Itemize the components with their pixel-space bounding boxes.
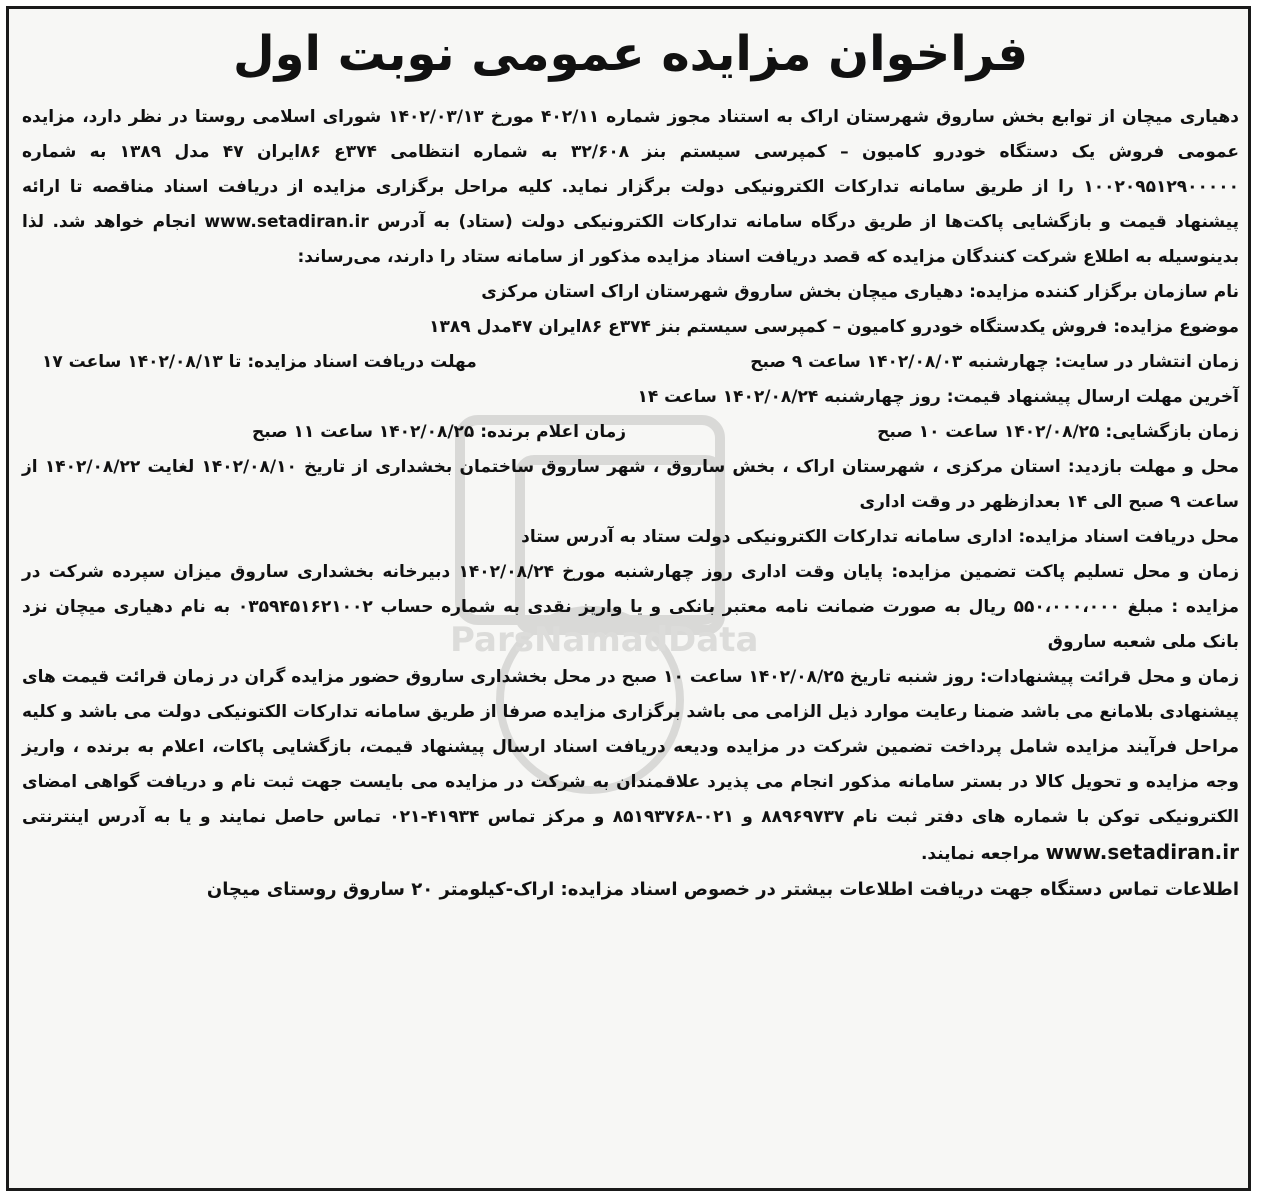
guarantee-line bbox=[22, 555, 1239, 660]
contact-line bbox=[22, 872, 1239, 907]
organizer-label: نام سازمان برگزار کننده مزایده: bbox=[969, 282, 1239, 302]
intro-end-text: انجام خواهد شد. لذا بدینوسیله به اطلاع شرکت کنندگان مزایده که قصد دریافت اسناد مزایده مذکور از سامانه ستاد را دارند، می‌رساند: bbox=[22, 212, 1239, 267]
visit-line bbox=[22, 450, 1239, 520]
subject-value: فروش یکدستگاه خودرو کامیون – کمپرسی سیستم بنز ۳۷۴ع ۸۶ایران ۴۷مدل ۱۳۸۹ bbox=[429, 317, 1108, 337]
contact-value: اراک-کیلومتر ۲۰ ساروق روستای میچان bbox=[206, 879, 555, 900]
notice-content bbox=[22, 14, 1239, 907]
reading-end: مراجعه نمایند. bbox=[920, 844, 1040, 864]
deadline-value: تا ۱۴۰۲/۰۸/۱۳ ساعت ۱۷ bbox=[42, 352, 242, 372]
guarantee-label: زمان و محل تسلیم پاکت تضمین مزایده: bbox=[891, 562, 1239, 582]
publish-cell bbox=[750, 345, 1239, 380]
deadline-cell bbox=[22, 345, 477, 380]
subject-label: موضوع مزایده: bbox=[1113, 317, 1239, 337]
contact-label: اطلاعات تماس دستگاه جهت دریافت اطلاعات بیشتر در خصوص اسناد مزایده: bbox=[560, 879, 1239, 900]
intro-paragraph bbox=[22, 100, 1239, 275]
reading-site-link[interactable]: www.setadiran.ir bbox=[1045, 840, 1239, 864]
winner-value: ۱۴۰۲/۰۸/۲۵ ساعت ۱۱ صبح bbox=[252, 422, 475, 442]
publish-value: چهارشنبه ۱۴۰۲/۰۸/۰۳ ساعت ۹ صبح bbox=[750, 352, 1049, 372]
last-offer-label: آخرین مهلت ارسال پیشنهاد قیمت: bbox=[946, 387, 1239, 407]
opening-label: زمان بازگشایی: bbox=[1105, 422, 1239, 442]
last-offer-value: روز چهارشنبه ۱۴۰۲/۰۸/۲۴ ساعت ۱۴ bbox=[637, 387, 941, 407]
opening-cell bbox=[877, 415, 1239, 450]
docs-place-value: اداری سامانه تدارکات الکترونیکی دولت ستاد به آدرس ستاد bbox=[521, 527, 1013, 547]
publish-row bbox=[22, 345, 1239, 380]
visit-value: استان مرکزی ، شهرستان اراک ، بخش ساروق ، شهر ساروق ساختمان بخشداری از تاریخ ۱۴۰۲/۰۸/۱۰ لغایت ۱۴۰۲/۰۸/۲۲ از ساعت ۹ صبح الی ۱۴ بعدازظهر در وقت اداری bbox=[22, 457, 1239, 512]
reading-value: روز شنبه تاریخ ۱۴۰۲/۰۸/۲۵ ساعت ۱۰ صبح در محل بخشداری ساروق حضور مزایده گران در زمان قرائت قیمت های پیشنهادی بلامانع می باشد ضمنا رعایت موارد ذیل الزامی می باشد برگزاری مزایده صرفا از طریق سامانه تدارکات الکتونیکی دولت می باشد و کلیه مراحل فرآیند مزایده شامل پرداخت تضمین شرکت در مزایده ودیعه دریافت اسناد ارسال پیشنهاد قیمت، بازگشایی پاکات، اعلام به برنده ، واریز وجه مزایده و تحویل کالا در بستر سامانه مذکور انجام می پذیرد علاقمندان به شرکت در مزایده می بایست جهت ثبت نام و دریافت گواهی امضای الکترونیکی توکن با شماره های دفتر ثبت نام ۸۸۹۶۹۷۳۷ و ۰۲۱-۸۵۱۹۳۷۶۸ و مرکز تماس ۴۱۹۳۴-۰۲۱ تماس حاصل نمایند و یا به آدرس اینترنتی bbox=[22, 667, 1239, 827]
docs-place-label: محل دریافت اسناد مزایده: bbox=[1018, 527, 1239, 547]
visit-label: محل و مهلت بازدید: bbox=[1067, 457, 1239, 477]
organizer-line bbox=[22, 275, 1239, 310]
reading-label: زمان و محل قرائت پیشنهادات: bbox=[979, 667, 1239, 687]
winner-label: زمان اعلام برنده: bbox=[480, 422, 627, 442]
deadline-label: مهلت دریافت اسناد مزایده: bbox=[247, 352, 477, 372]
guarantee-value: پایان وقت اداری روز چهارشنبه مورخ ۱۴۰۲/۰۸/۲۴ دبیرخانه بخشداری ساروق میزان سپرده شرکت در مزایده : مبلغ ۵۵۰،۰۰۰،۰۰۰ ریال به صورت ضمانت نامه معتبر بانکی و یا واریز نقدی به شماره حساب ۰۳۵۹۴۵۱۶۲۱۰۰۲ به نام دهیاری میچان نزد بانک ملی شعبه ساروق bbox=[22, 562, 1239, 652]
subject-line bbox=[22, 310, 1239, 345]
publish-label: زمان انتشار در سایت: bbox=[1054, 352, 1239, 372]
page-title: فراخوان مزایده عمومی نوبت اول bbox=[232, 26, 1029, 82]
intro-site-link[interactable]: www.setadiran.ir bbox=[204, 212, 369, 232]
opening-row bbox=[22, 415, 1239, 450]
last-offer-line bbox=[22, 380, 1239, 415]
reading-line bbox=[22, 660, 1239, 872]
organizer-value: دهیاری میچان بخش ساروق شهرستان اراک استان مرکزی bbox=[481, 282, 964, 302]
opening-value: ۱۴۰۲/۰۸/۲۵ ساعت ۱۰ صبح bbox=[877, 422, 1100, 442]
docs-place-line bbox=[22, 520, 1239, 555]
winner-cell bbox=[22, 415, 626, 450]
intro-text: دهیاری میچان از توابع بخش ساروق شهرستان اراک به استناد مجوز شماره ۴۰۲/۱۱ مورخ ۱۴۰۲/۰۳/۱۳ شورای اسلامی روستا در نظر دارد، مزایده عمومی فروش یک دستگاه خودرو کامیون – کمپرسی سیستم بنز ۳۲/۶۰۸ به شماره انتظامی ۳۷۴ع ۸۶ایران ۴۷ مدل ۱۳۸۹ به شماره ۱۰۰۲۰۹۵۱۲۹۰۰۰۰۰ را از طریق سامانه تدارکات الکترونیکی دولت برگزار نماید. کلیه مراحل برگزاری مزایده از دریافت اسناد مناقصه تا ارائه پیشنهاد قیمت و بازگشایی پاکت‌ها از طریق درگاه سامانه تدارکات الکترونیکی دولت (ستاد) به آدرس bbox=[22, 107, 1240, 232]
